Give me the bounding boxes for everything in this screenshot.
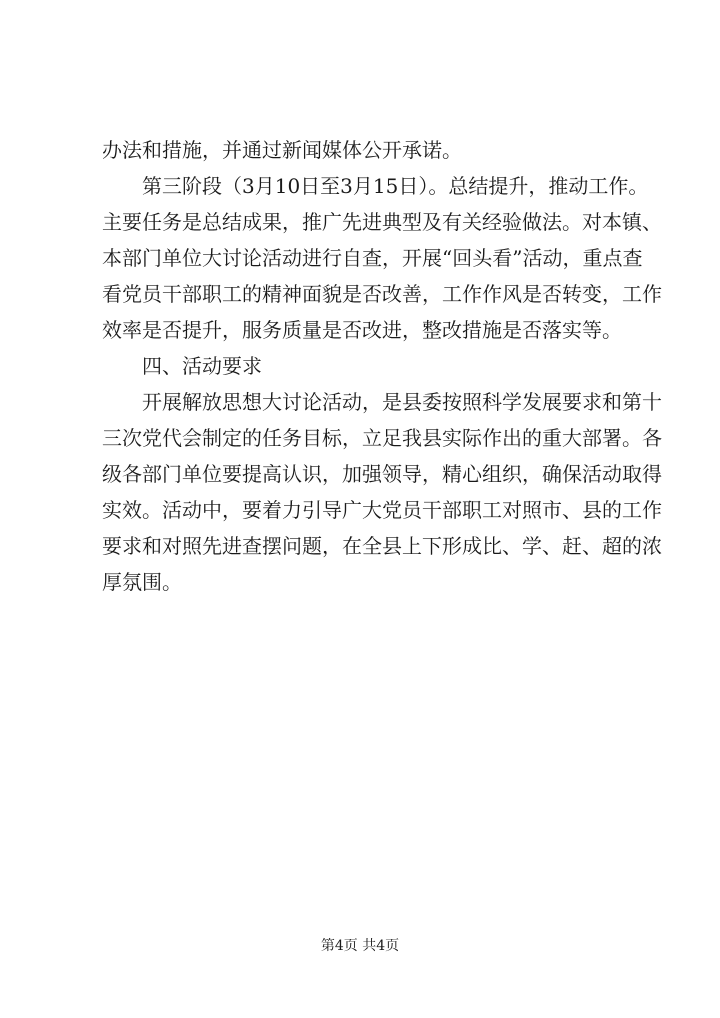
text-line: 第三阶段（3月10日至3月15日）。总结提升，推动工作。 xyxy=(142,174,649,198)
text-line: 三次党代会制定的任务目标，立足我县实际作出的重大部署。各 xyxy=(102,426,662,450)
text-line: 办法和措施，并通过新闻媒体公开承诺。 xyxy=(102,138,462,162)
text-line: 效率是否提升，服务质量是否改进，整改措施是否落实等。 xyxy=(102,318,622,342)
document-body xyxy=(102,132,662,600)
text-line: 开展解放思想大讨论活动，是县委按照科学发展要求和第十 xyxy=(142,390,662,414)
page-number-footer: 第4页 共4页 xyxy=(320,938,400,954)
text-line: 本部门单位大讨论活动进行自查，开展“回头看”活动，重点查 xyxy=(102,246,643,270)
text-line: 实效。活动中，要着力引导广大党员干部职工对照市、县的工作 xyxy=(102,498,662,522)
text-line: 厚氛围。 xyxy=(102,570,182,594)
text-line: 要求和对照先进查摆问题，在全县上下形成比、学、赶、超的浓 xyxy=(102,534,662,558)
section-heading: 四、活动要求 xyxy=(142,354,262,378)
text-line: 看党员干部职工的精神面貌是否改善，工作作风是否转变，工作 xyxy=(102,282,662,306)
text-line: 级各部门单位要提高认识，加强领导，精心组织，确保活动取得 xyxy=(102,462,662,486)
text-line: 主要任务是总结成果，推广先进典型及有关经验做法。对本镇、 xyxy=(102,210,662,234)
